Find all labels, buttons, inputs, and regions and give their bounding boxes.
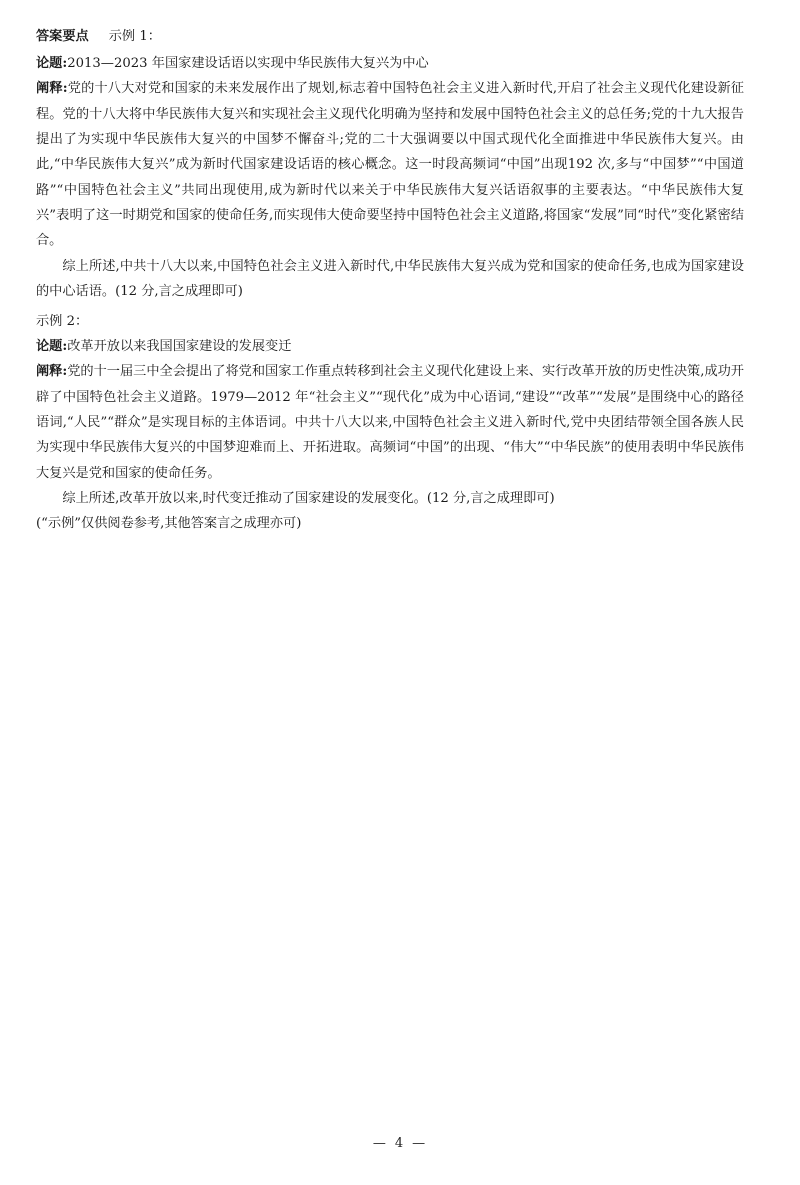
example1-thesis-text: 2013—2023 年国家建设话语以实现中华民族伟大复兴为中心: [67, 56, 429, 72]
example1-explain-text: 党的十八大对党和国家的未来发展作出了规划,标志着中国特色社会主义进入新时代,开启了社会主义现代化建设新征程。党的十八大将中华民族伟大复兴和实现社会主义现代化明确为坚持和发展中国特色社会主义的总任务;党的十九大报告提出了为实现中华民族伟大复兴的中国梦不懈奋斗;党的二十大强调要以中国式现代化全面推进中华民族伟大复兴。由此,“中华民族伟大复兴”成为新时代国家建设话语的核心概念。这一时段高频词“中国”出现192 次,多与“中国梦”“中国道路”“中国特色社会主义”共同出现使用,成为新时代以来关于中华民族伟大复兴话语叙事的主要表达。“中华民族伟大复兴”表明了这一时期党和国家的使命任务,而实现伟大使命要坚持中国特色社会主义道路,将国家“发展”同“时代”变化紧密结合。: [36, 81, 744, 249]
example2-explain-label: 阐释:: [36, 364, 68, 380]
example1-thesis-label: 论题:: [36, 56, 68, 72]
example2-summary: 综上所述,改革开放以来,时代变迁推动了国家建设的发展变化。(12 分,言之成理即可): [62, 490, 555, 506]
footer-right-dash: —: [412, 1136, 428, 1151]
example1-explanation: [36, 76, 744, 253]
example1-summary: 综上所述,中共十八大以来,中国特色社会主义进入新时代,中华民族伟大复兴成为党和国家的使命任务,也成为国家建设的中心话语。(12 分,言之成理即可): [36, 258, 744, 300]
example2-thesis: [36, 334, 744, 359]
grading-note: (“示例”仅供阅卷参考,其他答案言之成理亦可): [36, 516, 302, 532]
example2-explain-text: 党的十一届三中全会提出了将党和国家工作重点转移到社会主义现代化建设上来、实行改革开放的历史性决策,成功开辟了中国特色社会主义道路。1979—2012 年“社会主义”“现代化”成为中心语词,“建设”“改革”“发展”是围绕中心的路径语词,“人民”“群众”是实现目标的主体语词。中共十八大以来,中国特色社会主义进入新时代,党中央团结带领全国各族人民为实现中华民族伟大复兴的中国梦迎难而上、开拓进取。高频词“中国”的出现、“伟大”“中华民族”的使用表明中华民族伟大复兴是党和国家的使命任务。: [36, 364, 744, 481]
example1-thesis: [36, 51, 744, 76]
example2-thesis-label: 论题:: [36, 338, 68, 354]
example2-explanation: [36, 359, 744, 486]
page-number: 4: [394, 1136, 406, 1151]
answer-key-label: 答案要点: [36, 29, 89, 44]
example1-explain-label: 阐释:: [36, 81, 68, 97]
example2-thesis-text: 改革开放以来我国国家建设的发展变迁: [67, 338, 292, 354]
answer-key-body: [36, 24, 744, 537]
footer-left-dash: —: [372, 1136, 388, 1151]
page-footer: [0, 1136, 800, 1151]
example-2-marker: 示例 2：: [36, 313, 89, 329]
example-1-marker: 示例 1：: [108, 29, 161, 44]
answer-key-heading: [36, 24, 744, 49]
